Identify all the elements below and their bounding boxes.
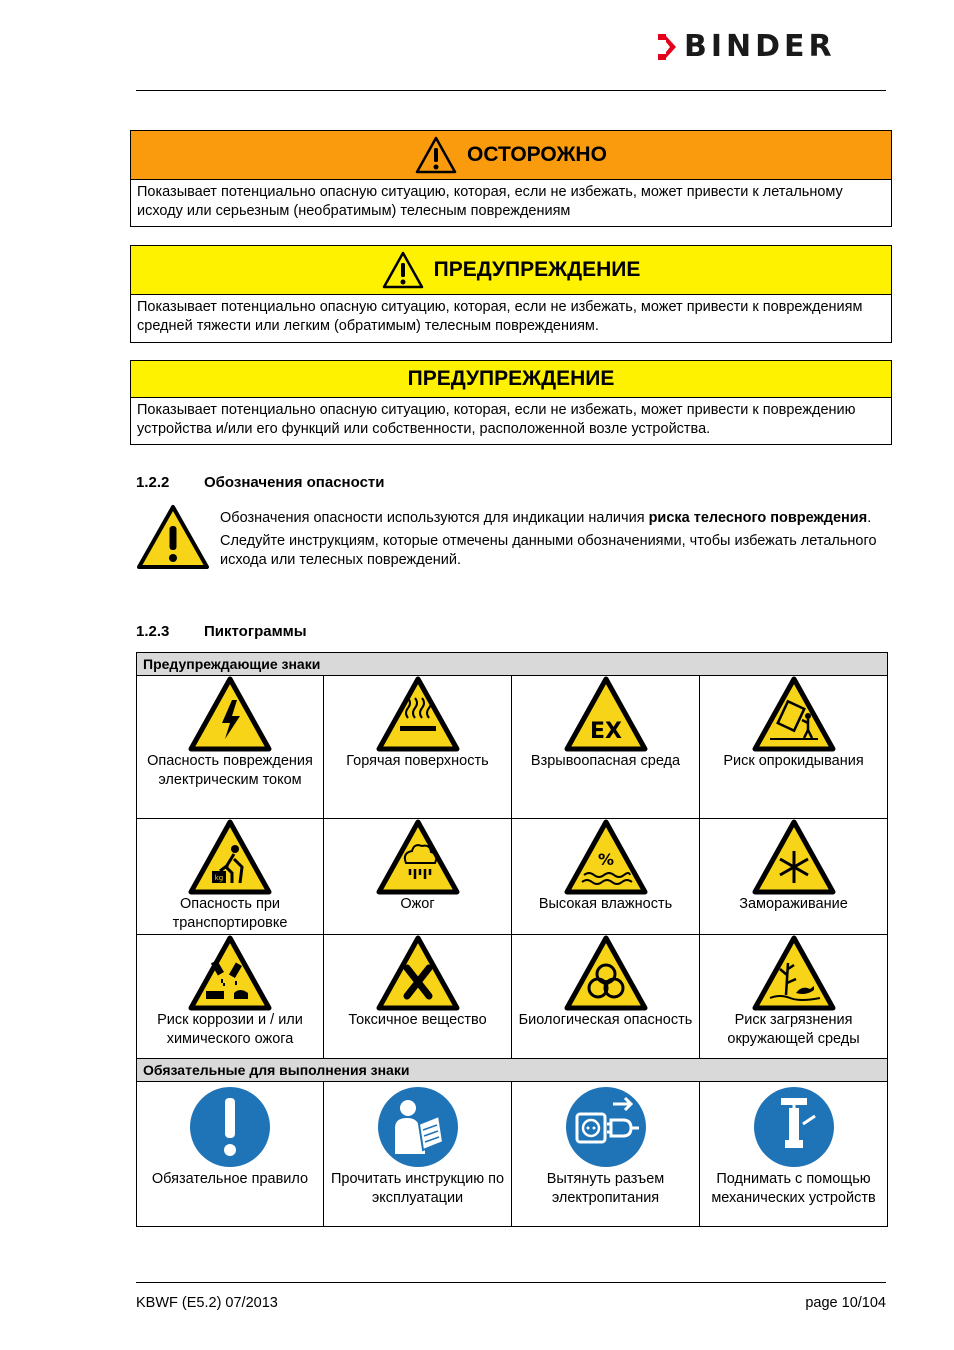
caution-text: Показывает потенциально опасную ситуацию, которая, если не избежать, может привести к повреждению устройства и/или его функций или собственности, расположенной возле устройства.	[137, 402, 856, 437]
sign-label: Опасность повреждения электрическим током	[147, 753, 313, 788]
hazard-paragraph-2: Следуйте инструкциям, которые отмечены данными обозначениями, чтобы избежать летального исхода или телесных повреждений.	[220, 533, 877, 568]
footer-page-number: page 10/104	[805, 1295, 886, 1311]
header-rule	[136, 90, 886, 91]
hazard-description	[220, 509, 880, 574]
read-manual-icon	[375, 1084, 461, 1170]
danger-title: ОСТОРОЖНО	[467, 143, 607, 166]
unplug-icon	[563, 1084, 649, 1170]
warning-text: Показывает потенциально опасную ситуацию, которая, если не избежать, может привести к повреждениям средней тяжести или легким (обратимым) телесным повреждениям.	[137, 299, 863, 334]
sign-cell-tipping	[700, 676, 888, 819]
hazard-warning-icon	[136, 504, 210, 570]
burn-icon	[376, 819, 460, 895]
sign-label: Риск загрязнения окружающей среды	[727, 1012, 860, 1047]
freezing-icon	[752, 819, 836, 895]
ex-text: EX	[589, 719, 622, 744]
pictogram-table	[136, 652, 888, 1227]
sign-label: Биологическая опасность	[518, 1012, 693, 1028]
footer-document-id: KBWF (E5.2) 07/2013	[136, 1295, 278, 1311]
corrosion-icon	[188, 935, 272, 1011]
biohazard-icon	[564, 935, 648, 1011]
section-number: 1.2.2	[136, 474, 170, 491]
sign-cell-environment	[700, 935, 888, 1059]
sign-cell-toxic	[324, 935, 512, 1059]
sign-label: Риск коррозии и / или химического ожога	[157, 1012, 303, 1047]
sign-cell-burn	[324, 819, 512, 935]
environment-hazard-icon	[752, 935, 836, 1011]
mandatory-cell-lift	[700, 1082, 888, 1227]
sign-cell-transport	[137, 819, 324, 935]
sign-cell-humidity	[512, 819, 700, 935]
sign-label: Замораживание	[739, 896, 848, 912]
sign-label: Ожог	[400, 896, 435, 912]
sign-label: Горячая поверхность	[346, 753, 489, 769]
electric-shock-icon	[188, 676, 272, 752]
footer-rule	[136, 1282, 886, 1283]
mandatory-cell-manual	[324, 1082, 512, 1227]
hazard-p1-end: .	[867, 510, 872, 526]
sign-label: Опасность при транспортировке	[172, 896, 288, 931]
sign-cell-electric	[137, 676, 324, 819]
sign-cell-corrosion	[137, 935, 324, 1059]
mechanical-lift-icon	[751, 1084, 837, 1170]
sign-label: Обязательное правило	[151, 1171, 309, 1187]
hazard-p1-bold: риска телесного повреждения	[648, 510, 868, 526]
sign-label: Поднимать с помощью механических устройств	[711, 1171, 876, 1206]
warning-triangle-icon	[415, 136, 457, 174]
mandatory-rule-icon	[187, 1084, 273, 1170]
section-number: 1.2.3	[136, 623, 170, 640]
section-heading-pictograms	[136, 623, 307, 640]
mandatory-signs-header: Обязательные для выполнения знаки	[137, 1059, 888, 1082]
sign-cell-biohazard	[512, 935, 700, 1059]
danger-box-header	[131, 131, 891, 180]
sign-label: Токсичное вещество	[348, 1012, 487, 1028]
sign-label: Взрывоопасная среда	[530, 753, 681, 769]
high-humidity-icon	[564, 819, 648, 895]
transport-hazard-icon	[188, 819, 272, 895]
caution-box-header	[131, 361, 891, 398]
kg-text: kg	[214, 874, 224, 882]
danger-text: Показывает потенциально опасную ситуацию, которая, если не избежать, может привести к летальному исходу или серьезным (необратимым) телесным повреждениям	[137, 184, 843, 219]
sign-label: Риск опрокидывания	[723, 753, 864, 769]
mandatory-cell-rule	[137, 1082, 324, 1227]
explosive-atmosphere-icon	[564, 676, 648, 752]
sign-label: Прочитать инструкцию по эксплуатации	[330, 1171, 505, 1206]
toxic-icon	[376, 935, 460, 1011]
hazard-p1-text: Обозначения опасности используются для индикации наличия	[220, 510, 649, 526]
warning-signs-header: Предупреждающие знаки	[137, 653, 888, 676]
section-title: Обозначения опасности	[204, 474, 385, 491]
logo-chevron-icon	[656, 30, 680, 64]
sign-label: Высокая влажность	[538, 896, 673, 912]
caution-title: ПРЕДУПРЕЖДЕНИЕ	[407, 367, 615, 390]
tipping-risk-icon	[752, 676, 836, 752]
percent-text: %	[597, 850, 614, 869]
sign-cell-explosive	[512, 676, 700, 819]
sign-label: Вытянуть разъем электропитания	[546, 1171, 665, 1206]
warning-title: ПРЕДУПРЕЖДЕНИЕ	[433, 258, 641, 281]
section-title: Пиктограммы	[204, 623, 307, 640]
warning-box	[130, 245, 892, 343]
section-heading-hazard-symbols	[136, 474, 384, 491]
brand-name: BINDER	[684, 29, 836, 64]
hazard-paragraph-1	[220, 509, 880, 528]
sign-cell-hot-surface	[324, 676, 512, 819]
mandatory-cell-unplug	[512, 1082, 700, 1227]
warning-triangle-icon	[382, 251, 424, 289]
caution-box	[130, 360, 892, 445]
sign-cell-freezing	[700, 819, 888, 935]
warning-box-header	[131, 246, 891, 295]
binder-logo	[656, 30, 888, 64]
danger-box	[130, 130, 892, 227]
hot-surface-icon	[376, 676, 460, 752]
